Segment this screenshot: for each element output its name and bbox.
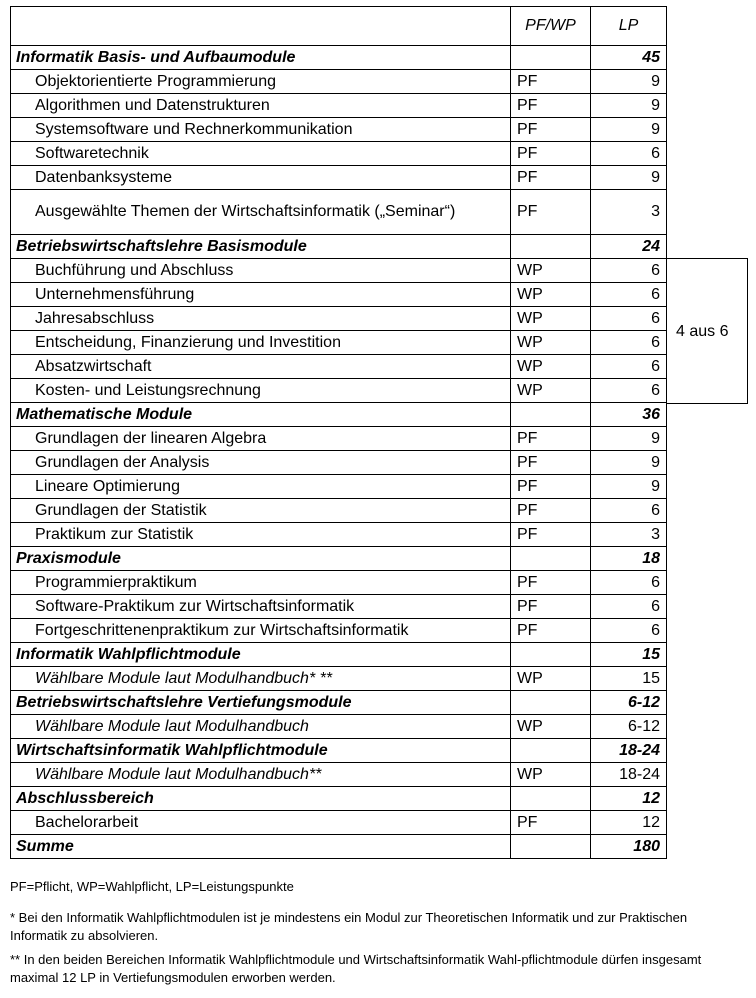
group-name-cell: Wirtschaftsinformatik Wahlpflichtmodule — [11, 739, 511, 763]
module-lp-cell: 9 — [591, 475, 667, 499]
module-pfwp-cell: PF — [511, 475, 591, 499]
group-pfwp-cell — [511, 691, 591, 715]
group-name-cell: Praxismodule — [11, 547, 511, 571]
module-name-cell: Software-Praktikum zur Wirtschaftsinformatik — [11, 595, 511, 619]
module-row — [11, 811, 667, 835]
module-pfwp-cell: WP — [511, 307, 591, 331]
module-name-cell: Systemsoftware und Rechnerkommunikation — [11, 118, 511, 142]
module-lp-cell: 6 — [591, 142, 667, 166]
module-pfwp-cell: WP — [511, 331, 591, 355]
module-lp-cell: 6 — [591, 355, 667, 379]
module-row — [11, 283, 667, 307]
module-row — [11, 763, 667, 787]
module-row — [11, 355, 667, 379]
group-name-cell: Mathematische Module — [11, 403, 511, 427]
module-pfwp-cell: PF — [511, 118, 591, 142]
group-row — [11, 787, 667, 811]
module-pfwp-cell: WP — [511, 715, 591, 739]
module-pfwp-cell: PF — [511, 166, 591, 190]
module-row — [11, 142, 667, 166]
module-lp-cell: 15 — [591, 667, 667, 691]
footnote-1: * Bei den Informatik Wahlpflichtmodulen ist je mindestens ein Modul zur Theoretischen Informatik und zur Praktischen Informatik zu absolvieren. — [10, 910, 688, 943]
module-pfwp-cell: PF — [511, 142, 591, 166]
module-pfwp-cell: WP — [511, 355, 591, 379]
group-pfwp-cell — [511, 46, 591, 70]
module-lp-cell: 3 — [591, 523, 667, 547]
module-name-cell: Wählbare Module laut Modulhandbuch** — [11, 763, 511, 787]
module-name-cell: Programmierpraktikum — [11, 571, 511, 595]
module-lp-cell: 6 — [591, 619, 667, 643]
module-name-cell: Softwaretechnik — [11, 142, 511, 166]
header-lp: LP — [591, 7, 667, 46]
module-name-cell: Wählbare Module laut Modulhandbuch — [11, 715, 511, 739]
group-lp-cell: 45 — [591, 46, 667, 70]
module-pfwp-cell: PF — [511, 94, 591, 118]
module-row — [11, 619, 667, 643]
module-name-cell: Bachelorarbeit — [11, 811, 511, 835]
group-pfwp-cell — [511, 403, 591, 427]
group-pfwp-cell — [511, 835, 591, 859]
group-name-cell: Abschlussbereich — [11, 787, 511, 811]
module-name-cell: Grundlagen der Analysis — [11, 451, 511, 475]
module-name-cell: Datenbanksysteme — [11, 166, 511, 190]
module-name-cell: Wählbare Module laut Modulhandbuch* ** — [11, 667, 511, 691]
header-module — [11, 7, 511, 46]
module-pfwp-cell: WP — [511, 259, 591, 283]
legend-note: PF=Pflicht, WP=Wahlpflicht, LP=Leistungspunkte — [10, 879, 294, 894]
module-name-cell: Kosten- und Leistungsrechnung — [11, 379, 511, 403]
header-row — [11, 7, 667, 46]
module-pfwp-cell: PF — [511, 427, 591, 451]
group-pfwp-cell — [511, 547, 591, 571]
module-lp-cell: 6 — [591, 283, 667, 307]
module-name-cell: Lineare Optimierung — [11, 475, 511, 499]
group-pfwp-cell — [511, 643, 591, 667]
module-lp-cell: 9 — [591, 427, 667, 451]
group-name-cell: Betriebswirtschaftslehre Basismodule — [11, 235, 511, 259]
group-row — [11, 403, 667, 427]
module-lp-cell: 9 — [591, 166, 667, 190]
group-pfwp-cell — [511, 235, 591, 259]
module-pfwp-cell: PF — [511, 595, 591, 619]
module-row — [11, 307, 667, 331]
module-row — [11, 118, 667, 142]
module-row — [11, 331, 667, 355]
module-lp-cell: 6 — [591, 379, 667, 403]
module-name-cell: Grundlagen der Statistik — [11, 499, 511, 523]
group-lp-cell: 18-24 — [591, 739, 667, 763]
module-lp-cell: 6 — [591, 307, 667, 331]
module-lp-cell: 9 — [591, 451, 667, 475]
module-lp-cell: 3 — [591, 190, 667, 235]
module-name-cell: Objektorientierte Programmierung — [11, 70, 511, 94]
group-lp-cell: 12 — [591, 787, 667, 811]
module-name-cell: Buchführung und Abschluss — [11, 259, 511, 283]
module-name-cell: Grundlagen der linearen Algebra — [11, 427, 511, 451]
module-pfwp-cell: PF — [511, 571, 591, 595]
module-name-cell: Unternehmensführung — [11, 283, 511, 307]
module-table — [10, 6, 667, 859]
module-name-cell: Praktikum zur Statistik — [11, 523, 511, 547]
module-name-cell: Algorithmen und Datenstrukturen — [11, 94, 511, 118]
group-pfwp-cell — [511, 739, 591, 763]
group-name-cell: Betriebswirtschaftslehre Vertiefungsmodule — [11, 691, 511, 715]
module-lp-cell: 9 — [591, 118, 667, 142]
wp-choice-label: 4 aus 6 — [676, 323, 729, 340]
group-row — [11, 691, 667, 715]
module-table-body — [11, 7, 667, 859]
module-pfwp-cell: WP — [511, 283, 591, 307]
module-pfwp-cell: WP — [511, 379, 591, 403]
module-row — [11, 70, 667, 94]
module-row — [11, 571, 667, 595]
group-row — [11, 547, 667, 571]
module-lp-cell: 6 — [591, 331, 667, 355]
module-name-cell: Absatzwirtschaft — [11, 355, 511, 379]
module-row — [11, 190, 667, 235]
group-row — [11, 643, 667, 667]
module-lp-cell: 18-24 — [591, 763, 667, 787]
module-lp-cell: 12 — [591, 811, 667, 835]
group-row — [11, 835, 667, 859]
module-row — [11, 715, 667, 739]
group-name-cell: Informatik Wahlpflichtmodule — [11, 643, 511, 667]
module-pfwp-cell: PF — [511, 499, 591, 523]
module-row — [11, 94, 667, 118]
module-row — [11, 523, 667, 547]
module-lp-cell: 6 — [591, 595, 667, 619]
group-lp-cell: 36 — [591, 403, 667, 427]
module-row — [11, 667, 667, 691]
module-row — [11, 259, 667, 283]
group-lp-cell: 180 — [591, 835, 667, 859]
group-lp-cell: 24 — [591, 235, 667, 259]
group-row — [11, 46, 667, 70]
module-pfwp-cell: PF — [511, 451, 591, 475]
module-pfwp-cell: PF — [511, 190, 591, 235]
module-row — [11, 499, 667, 523]
module-lp-cell: 9 — [591, 94, 667, 118]
module-row — [11, 451, 667, 475]
module-name-cell: Entscheidung, Finanzierung und Investition — [11, 331, 511, 355]
group-lp-cell: 18 — [591, 547, 667, 571]
module-lp-cell: 6-12 — [591, 715, 667, 739]
module-lp-cell: 6 — [591, 571, 667, 595]
footnote-2: ** In den beiden Bereichen Informatik Wahlpflichtmodule und Wirtschaftsinformatik Wahl-pflichtmodule dürfen insgesamt maximal 12 LP in Vertiefungsmodulen erworben werden. — [10, 952, 702, 985]
module-name-cell: Fortgeschrittenenpraktikum zur Wirtschaftsinformatik — [11, 619, 511, 643]
module-pfwp-cell: PF — [511, 523, 591, 547]
module-pfwp-cell: WP — [511, 763, 591, 787]
module-row — [11, 475, 667, 499]
group-row — [11, 739, 667, 763]
module-lp-cell: 6 — [591, 499, 667, 523]
module-lp-cell: 9 — [591, 70, 667, 94]
group-lp-cell: 6-12 — [591, 691, 667, 715]
group-pfwp-cell — [511, 787, 591, 811]
module-pfwp-cell: WP — [511, 667, 591, 691]
group-name-cell: Informatik Basis- und Aufbaumodule — [11, 46, 511, 70]
module-pfwp-cell: PF — [511, 70, 591, 94]
group-name-cell: Summe — [11, 835, 511, 859]
module-row — [11, 427, 667, 451]
module-name-cell: Jahresabschluss — [11, 307, 511, 331]
module-pfwp-cell: PF — [511, 619, 591, 643]
header-pfwp: PF/WP — [511, 7, 591, 46]
module-name-cell: Ausgewählte Themen der Wirtschaftsinformatik („Seminar“) — [11, 190, 511, 235]
module-pfwp-cell: PF — [511, 811, 591, 835]
module-row — [11, 595, 667, 619]
group-row — [11, 235, 667, 259]
module-row — [11, 379, 667, 403]
module-lp-cell: 6 — [591, 259, 667, 283]
module-row — [11, 166, 667, 190]
group-lp-cell: 15 — [591, 643, 667, 667]
